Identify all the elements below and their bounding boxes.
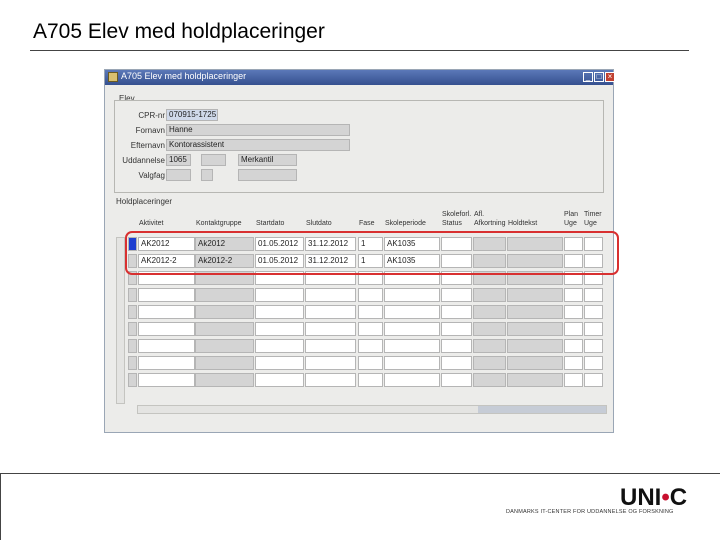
empty-cell[interactable] [584,322,603,336]
empty-cell[interactable] [255,339,304,353]
empty-cell[interactable] [473,288,506,302]
empty-cell[interactable] [441,339,472,353]
col-header-top-plan: Plan [564,211,579,218]
empty-cell[interactable] [473,322,506,336]
empty-cell[interactable] [564,305,583,319]
maximize-button[interactable]: □ [594,72,604,82]
fornavn-field[interactable]: Hanne [166,124,350,136]
empty-cell[interactable] [507,339,563,353]
col-header-top-timer: Timer [584,211,602,218]
empty-cell[interactable] [473,339,506,353]
empty-cell[interactable] [305,339,356,353]
empty-cell[interactable] [384,322,440,336]
valgfag-field[interactable] [166,169,191,181]
empty-cell[interactable] [473,305,506,319]
title-divider [30,50,689,51]
col-header-aktivitet: Aktivitet [139,220,164,227]
empty-cell[interactable] [384,356,440,370]
empty-cell[interactable] [564,288,583,302]
empty-cell[interactable] [441,322,472,336]
cell-fase[interactable]: 1 [358,237,383,251]
empty-cell[interactable] [441,305,472,319]
empty-cell[interactable] [384,305,440,319]
cell-aktivitet[interactable]: AK2012 [138,237,195,251]
logo-text-left: UNI [620,484,662,511]
slide-title: A705 Elev med holdplaceringer [33,20,325,43]
empty-cell[interactable] [195,322,254,336]
col-header-holdtekst: Holdtekst [508,220,538,227]
empty-cell[interactable] [255,288,304,302]
empty-cell[interactable] [358,322,383,336]
col-header-uge-2: Uge [584,220,597,227]
empty-cell[interactable] [305,322,356,336]
empty-cell[interactable] [358,373,383,387]
cell-slutdato[interactable]: 31.12.2012 [305,254,356,268]
uddannelse-label: Uddannelse [122,156,165,165]
row-marker[interactable] [128,288,137,302]
col-header-fase: Fase [359,220,375,227]
empty-cell[interactable] [195,339,254,353]
empty-cell[interactable] [138,322,195,336]
col-header-top-afkortning: Afl. [474,211,485,218]
cpr-field[interactable]: 070915-1725 [166,109,218,121]
cell-aktivitet[interactable]: AK2012-2 [138,254,195,268]
col-header-skoleperiode: Skoleperiode [385,220,426,227]
col-header-startdato: Startdato [256,220,285,227]
empty-cell[interactable] [358,288,383,302]
cell-startdato[interactable]: 01.05.2012 [255,237,304,251]
empty-cell[interactable] [473,356,506,370]
empty-cell[interactable] [584,356,603,370]
elev-group-label: Elev [119,94,135,103]
uddannelse-extra-field[interactable] [201,154,226,166]
empty-cell[interactable] [195,356,254,370]
highlight-box [125,231,619,275]
empty-cell[interactable] [507,373,563,387]
row-marker[interactable] [128,339,137,353]
empty-cell[interactable] [255,322,304,336]
empty-cell[interactable] [195,373,254,387]
valgfag-extra2-field[interactable] [238,169,297,181]
empty-cell[interactable] [507,305,563,319]
empty-cell[interactable] [564,356,583,370]
empty-cell[interactable] [384,339,440,353]
empty-cell[interactable] [195,305,254,319]
efternavn-label: Efternavn [130,141,165,150]
app-icon [108,72,118,82]
col-header-afkortning: Afkortning [474,220,506,227]
empty-cell[interactable] [584,339,603,353]
row-marker[interactable] [128,322,137,336]
cell-skoleperiode[interactable]: AK1035 [384,254,440,268]
horizontal-scroll-thumb[interactable] [478,406,606,413]
empty-cell[interactable] [441,373,472,387]
row-marker[interactable] [128,356,137,370]
horizontal-scrollbar[interactable] [137,405,607,414]
empty-cell[interactable] [305,288,356,302]
logo-dot: • [661,484,670,511]
empty-cell[interactable] [255,305,304,319]
fornavn-label: Fornavn [135,126,165,135]
empty-cell[interactable] [305,373,356,387]
empty-cell[interactable] [138,288,195,302]
empty-cell[interactable] [305,305,356,319]
empty-cell[interactable] [584,305,603,319]
row-marker[interactable] [128,373,137,387]
empty-cell[interactable] [138,305,195,319]
empty-cell[interactable] [584,288,603,302]
close-button[interactable]: × [605,72,615,82]
empty-cell[interactable] [564,373,583,387]
valgfag-extra-field[interactable] [201,169,213,181]
empty-cell[interactable] [358,339,383,353]
empty-cell[interactable] [195,288,254,302]
logo-text-right: C [669,484,688,511]
footer-panel [0,473,720,540]
row-marker[interactable] [128,305,137,319]
window-title: A705 Elev med holdplaceringer [121,71,247,81]
col-header-status: Status [442,220,462,227]
empty-cell[interactable] [358,356,383,370]
cpr-label: CPR-nr [138,111,165,120]
empty-cell[interactable] [441,356,472,370]
cell-skoleperiode[interactable]: AK1035 [384,237,440,251]
empty-cell[interactable] [305,356,356,370]
holdplaceringer-group-label: Holdplaceringer [116,197,173,206]
col-header-slutdato: Slutdato [306,220,332,227]
empty-cell[interactable] [584,373,603,387]
empty-cell[interactable] [507,288,563,302]
empty-cell[interactable] [255,373,304,387]
empty-cell[interactable] [138,339,195,353]
empty-cell[interactable] [138,373,195,387]
empty-cell[interactable] [564,339,583,353]
empty-cell[interactable] [564,322,583,336]
empty-cell[interactable] [473,373,506,387]
empty-cell[interactable] [255,356,304,370]
logo-tagline: DANMARKS IT-CENTER FOR UDDANNELSE OG FORSKNING [506,509,674,515]
vertical-scrollbar[interactable] [116,237,125,404]
empty-cell[interactable] [138,356,195,370]
col-header-uge: Uge [564,220,577,227]
cell-startdato[interactable]: 01.05.2012 [255,254,304,268]
empty-cell[interactable] [507,356,563,370]
col-header-top-status: Skoleforl. [442,211,472,218]
window-titlebar[interactable] [105,70,613,85]
empty-cell[interactable] [384,373,440,387]
empty-cell[interactable] [384,288,440,302]
valgfag-label: Valgfag [138,171,165,180]
cell-slutdato[interactable]: 31.12.2012 [305,237,356,251]
cell-kontaktgruppe[interactable]: Ak2012-2 [195,254,254,268]
empty-cell[interactable] [358,305,383,319]
empty-cell[interactable] [441,288,472,302]
minimize-button[interactable]: _ [583,72,593,82]
cell-kontaktgruppe[interactable]: Ak2012 [195,237,254,251]
uni-c-logo [620,484,687,512]
empty-cell[interactable] [507,322,563,336]
merkantil-field[interactable]: Merkantil [238,154,297,166]
cell-fase[interactable]: 1 [358,254,383,268]
uddannelse-field[interactable]: 1065 [166,154,191,166]
col-header-kontaktgruppe: Kontaktgruppe [196,220,242,227]
efternavn-field[interactable]: Kontorassistent [166,139,350,151]
